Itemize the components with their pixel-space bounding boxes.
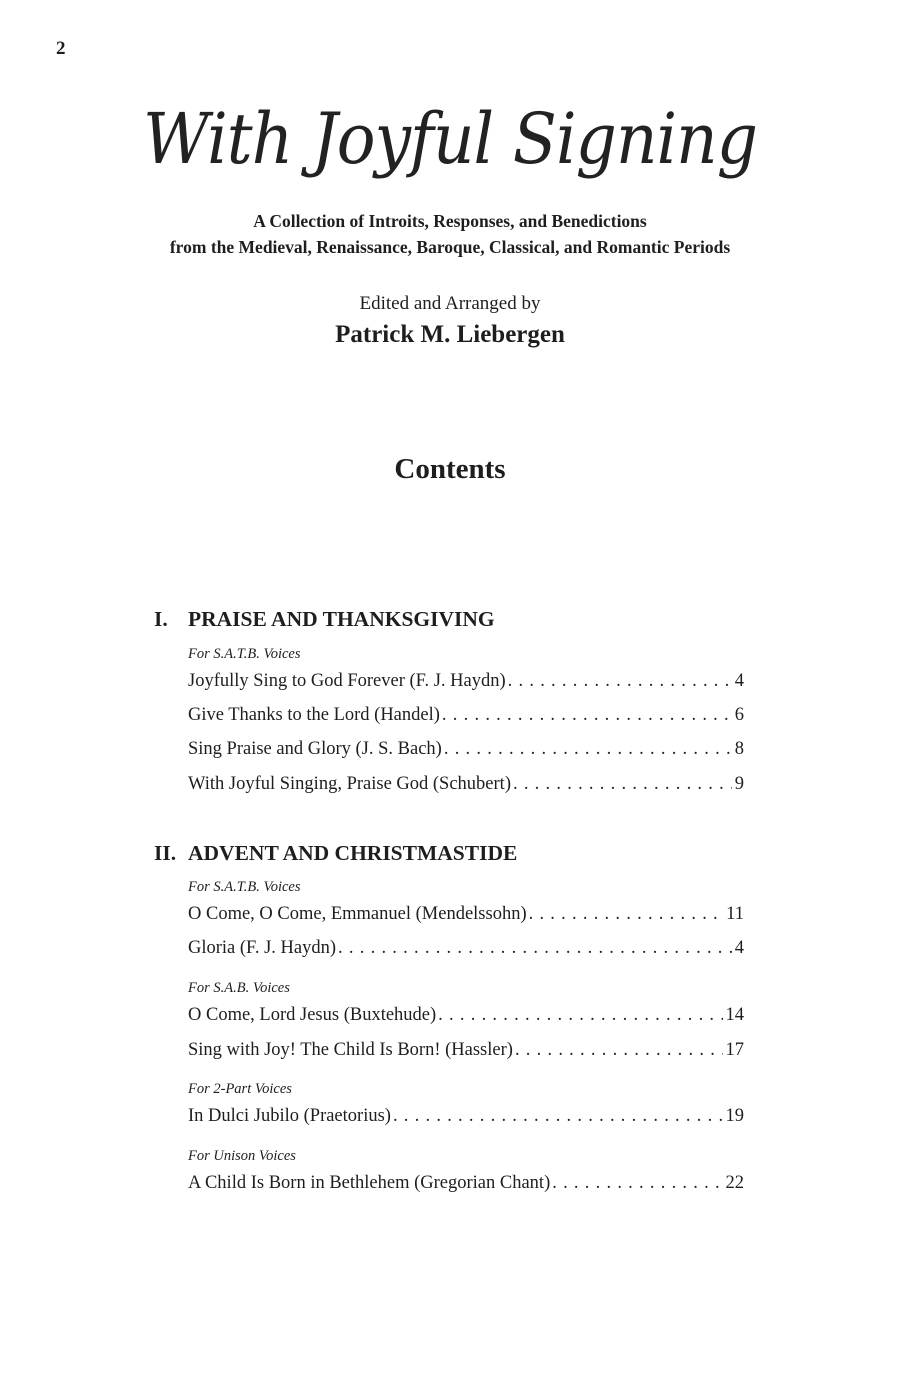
entry-page: 11	[726, 904, 744, 924]
toc-entry[interactable]	[188, 937, 744, 959]
subtitle-line-2: from the Medieval, Renaissance, Baroque, Classical, and Romantic Periods	[169, 237, 731, 257]
subtitle-line-1: A Collection of Introits, Responses, and Benedictions	[253, 211, 647, 231]
dot-leader	[513, 773, 732, 795]
section-heading	[154, 607, 495, 632]
entry-title: Gloria (F. J. Haydn)	[188, 938, 337, 958]
entry-title: O Come, O Come, Emmanuel (Mendelssohn)	[188, 904, 527, 924]
entry-title: In Dulci Jubilo (Praetorius)	[188, 1106, 391, 1126]
section-title: ADVENT AND CHRISTMASTIDE	[188, 841, 518, 865]
toc-entry[interactable]	[188, 1105, 744, 1127]
entry-page: 9	[734, 774, 744, 794]
dot-leader	[444, 738, 732, 760]
entry-title: Joyfully Sing to God Forever (F. J. Haydn)	[188, 671, 506, 691]
entry-page: 6	[734, 705, 744, 725]
entry-page: 22	[725, 1173, 744, 1193]
entry-page: 4	[734, 938, 744, 958]
dot-leader	[552, 1172, 722, 1194]
toc-entry[interactable]	[188, 1039, 744, 1061]
voice-label: For 2-Part Voices	[188, 1081, 292, 1097]
contents-heading: Contents	[394, 453, 506, 485]
dot-leader	[338, 937, 732, 959]
dot-leader	[515, 1039, 723, 1061]
entry-title: Give Thanks to the Lord (Handel)	[188, 705, 440, 725]
entry-title: A Child Is Born in Bethlehem (Gregorian Chant)	[188, 1173, 551, 1193]
entry-page: 17	[725, 1040, 744, 1060]
section-title: PRAISE AND THANKSGIVING	[188, 607, 495, 631]
toc-entry[interactable]	[188, 773, 744, 795]
entry-title: Sing with Joy! The Child Is Born! (Hassler)	[188, 1040, 513, 1060]
toc-entry[interactable]	[188, 670, 744, 692]
editor-name: Patrick M. Liebergen	[335, 321, 565, 348]
book-title: With Joyful Signing	[142, 98, 758, 180]
edited-by-label: Edited and Arranged by	[359, 293, 541, 314]
dot-leader	[508, 670, 732, 692]
toc-entry[interactable]	[188, 704, 744, 726]
voice-label: For S.A.T.B. Voices	[188, 879, 301, 895]
entry-page: 4	[734, 671, 744, 691]
toc-entry[interactable]	[188, 1004, 744, 1026]
toc-entry[interactable]	[188, 903, 744, 925]
toc-entry[interactable]	[188, 738, 744, 760]
voice-label: For S.A.T.B. Voices	[188, 646, 301, 662]
entry-page: 14	[725, 1005, 744, 1025]
dot-leader	[529, 903, 724, 925]
voice-label: For S.A.B. Voices	[188, 980, 290, 996]
entry-page: 19	[725, 1106, 744, 1126]
entry-page: 8	[734, 739, 744, 759]
dot-leader	[442, 704, 732, 726]
entry-title: With Joyful Singing, Praise God (Schubert)	[188, 774, 511, 794]
section-number: II.	[154, 841, 177, 865]
section-number: I.	[154, 607, 168, 631]
entry-title: Sing Praise and Glory (J. S. Bach)	[188, 739, 442, 759]
dot-leader	[438, 1004, 722, 1026]
section-heading	[154, 841, 517, 866]
voice-label: For Unison Voices	[188, 1148, 296, 1164]
dot-leader	[393, 1105, 723, 1127]
entry-title: O Come, Lord Jesus (Buxtehude)	[188, 1005, 437, 1025]
page-number: 2	[56, 38, 66, 59]
toc-entry[interactable]	[188, 1172, 744, 1194]
